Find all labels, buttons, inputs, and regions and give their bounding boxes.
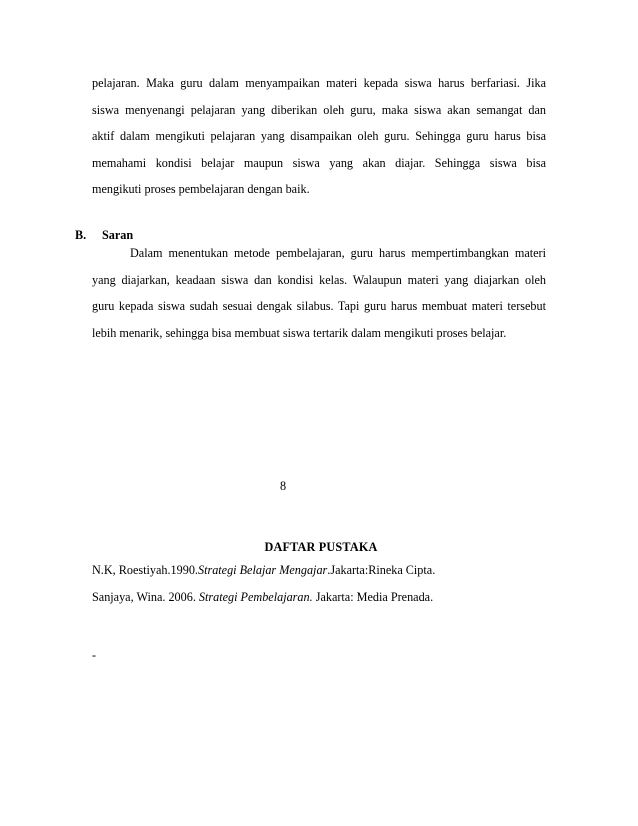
reference-publisher: .Jakarta:Rineka Cipta. xyxy=(327,563,436,577)
daftar-pustaka-title xyxy=(0,540,638,555)
text-line: Dalam menentukan metode pembelajaran, guru harus mempertimbangkan materi xyxy=(130,246,546,260)
trailing-dash: - xyxy=(92,648,97,662)
reference-item xyxy=(92,563,435,578)
text-line: memahami kondisi belajar maupun siswa yang akan diajar. Sehingga siswa bisa xyxy=(92,155,546,170)
reference-title: Strategi Belajar Mengajar xyxy=(197,563,328,577)
page-number: 8 xyxy=(279,479,287,493)
text-line: mengikuti proses pembelajaran dengan baik. xyxy=(92,182,310,196)
text-line: yang diajarkan, keadaan siswa dan kondisi kelas. Walaupun materi yang diajarkan oleh xyxy=(92,272,546,287)
text-line: pelajaran. Maka guru dalam menyampaikan materi kepada siswa harus berfariasi. Jika xyxy=(92,76,546,90)
reference-item xyxy=(92,590,433,605)
text-line: siswa menyenangi pelajaran yang diberikan oleh guru, maka siswa akan semangat dan xyxy=(92,102,546,117)
daftar-pustaka-title-text: DAFTAR PUSTAKA xyxy=(264,540,378,554)
text-line: lebih menarik, sehingga bisa membuat siswa tertarik dalam mengikuti proses belajar. xyxy=(92,325,507,340)
section-title: Saran xyxy=(102,228,134,242)
text-line: guru kepada siswa sudah sesuai dengak silabus. Tapi guru harus membuat materi tersebut xyxy=(92,299,546,313)
reference-author: Sanjaya, Wina. 2006. xyxy=(92,590,199,604)
reference-publisher: Jakarta: Media Prenada. xyxy=(312,590,434,604)
section-number: B. xyxy=(75,228,87,242)
saran-paragraph xyxy=(92,240,546,346)
reference-author: N.K, Roestiyah.1990. xyxy=(92,563,198,577)
conclusion-paragraph xyxy=(92,70,546,203)
text-line: aktif dalam mengikuti pelajaran yang disampaikan oleh guru. Sehingga guru harus bisa xyxy=(92,129,546,143)
reference-title: Strategi Pembelajaran. xyxy=(198,590,313,604)
